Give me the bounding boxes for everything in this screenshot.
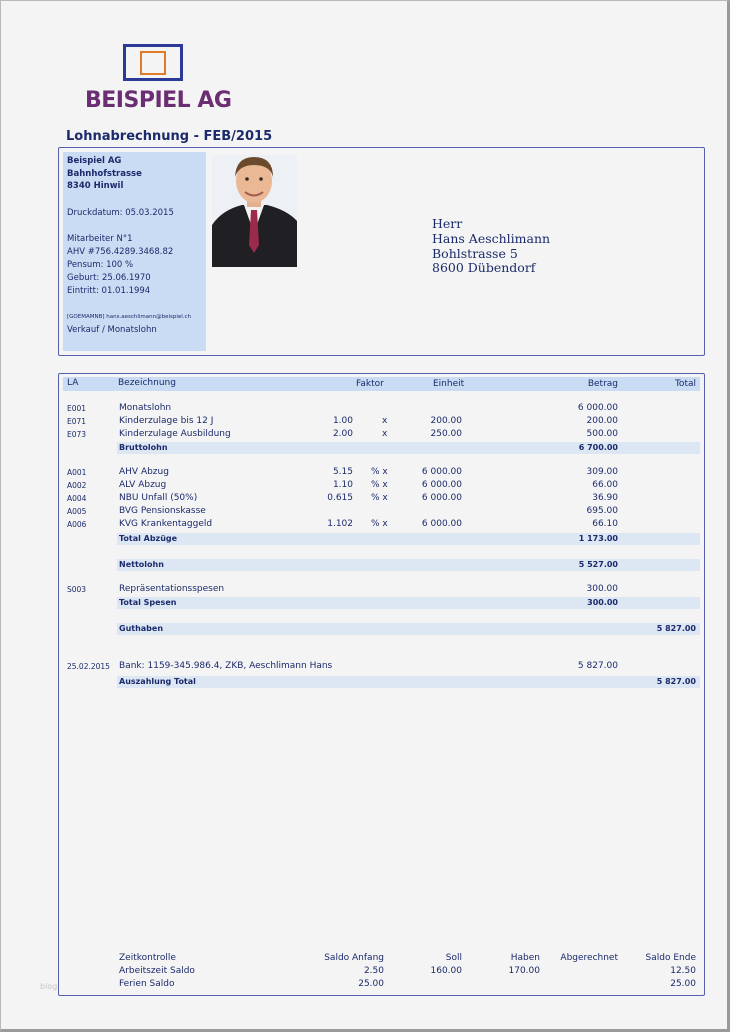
ferien-ende: 25.00 <box>670 979 696 989</box>
time-header-soll: Soll <box>445 953 462 963</box>
total-spesen-label: Total Spesen <box>119 598 177 607</box>
col-header-betrag: Betrag <box>587 379 618 389</box>
row-faktor: 5.15 <box>332 467 353 477</box>
row-einheit: 200.00 <box>430 416 462 426</box>
nettolohn-value: 5 527.00 <box>578 560 618 569</box>
row-einheit: 6 000.00 <box>421 480 462 490</box>
arbeitszeit-label: Arbeitszeit Saldo <box>119 966 195 976</box>
recipient-name: Hans Aeschlimann <box>432 231 551 246</box>
row-faktor: 2.00 <box>332 429 353 439</box>
col-header-total: Total <box>674 379 696 389</box>
row-einheit: 6 000.00 <box>421 493 462 503</box>
row-betrag: 300.00 <box>586 584 618 594</box>
row-faktor: 1.10 <box>332 480 353 490</box>
bruttolohn-label: Bruttolohn <box>119 443 168 452</box>
col-header-bezeichnung: Bezeichnung <box>118 378 176 388</box>
row-betrag: 6 000.00 <box>577 403 618 413</box>
row-text: Monatslohn <box>119 403 172 413</box>
row-betrag: 309.00 <box>586 467 618 477</box>
row-text: Repräsentationsspesen <box>119 584 225 594</box>
row-einheit: 6 000.00 <box>421 467 462 477</box>
company-street: Bahnhofstrasse <box>67 169 142 179</box>
row-einheit: 250.00 <box>430 429 462 439</box>
row-operator: % x <box>371 467 388 477</box>
row-la: A004 <box>67 494 87 503</box>
row-faktor: 0.615 <box>327 493 353 503</box>
band-guthaben <box>117 623 700 635</box>
payment-date: 25.02.2015 <box>67 662 110 671</box>
row-la: E001 <box>67 404 87 413</box>
arbeitszeit-ende: 12.50 <box>670 966 696 976</box>
employee-photo <box>212 155 297 267</box>
row-operator: % x <box>371 519 388 529</box>
bruttolohn-value: 6 700.00 <box>578 443 618 452</box>
row-la: A001 <box>67 468 87 477</box>
row-text: Kinderzulage Ausbildung <box>119 429 231 439</box>
row-einheit: 6 000.00 <box>421 519 462 529</box>
row-la: A006 <box>67 520 87 529</box>
arbeitszeit-anfang: 2.50 <box>363 966 384 976</box>
birth-date: Geburt: 25.06.1970 <box>67 273 151 283</box>
arbeitszeit-haben: 170.00 <box>508 966 540 976</box>
row-faktor: 1.00 <box>332 416 353 426</box>
ferien-label: Ferien Saldo <box>119 979 175 989</box>
arbeitszeit-soll: 160.00 <box>430 966 462 976</box>
total-abzuege-label: Total Abzüge <box>119 534 178 543</box>
guthaben-value: 5 827.00 <box>656 624 696 633</box>
row-text: KVG Krankentaggeld <box>119 519 213 529</box>
row-la: E073 <box>67 430 87 439</box>
row-betrag: 695.00 <box>586 506 618 516</box>
row-betrag: 200.00 <box>586 416 618 426</box>
pensum: Pensum: 100 % <box>67 260 134 270</box>
time-header-abgerechnet: Abgerechnet <box>560 953 618 963</box>
document-title: Lohnabrechnung - FEB/2015 <box>66 129 273 144</box>
row-la: A002 <box>67 481 87 490</box>
row-betrag: 36.90 <box>592 493 618 503</box>
row-la: A005 <box>67 507 87 516</box>
nettolohn-label: Nettolohn <box>119 560 164 569</box>
row-text: BVG Pensionskasse <box>119 506 206 516</box>
recipient-salutation: Herr <box>432 216 463 231</box>
logo-mark-inner <box>140 51 166 75</box>
row-operator: % x <box>371 493 388 503</box>
row-text: AHV Abzug <box>119 467 169 477</box>
row-text: ALV Abzug <box>119 480 167 490</box>
time-header-saldo-anfang: Saldo Anfang <box>324 953 384 963</box>
row-betrag: 66.00 <box>592 480 618 490</box>
print-date: Druckdatum: 05.03.2015 <box>67 208 174 218</box>
guthaben-label: Guthaben <box>119 624 164 633</box>
row-operator: % x <box>371 480 388 490</box>
entry-date: Eintritt: 01.01.1994 <box>67 286 151 296</box>
col-header-faktor: Faktor <box>356 379 384 389</box>
total-abzuege-value: 1 173.00 <box>578 534 618 543</box>
time-header-haben: Haben <box>510 953 540 963</box>
row-faktor: 1.102 <box>327 519 353 529</box>
row-la: S003 <box>67 585 87 594</box>
row-betrag: 500.00 <box>586 429 618 439</box>
band-auszahlung <box>117 676 700 688</box>
recipient-city: 8600 Dübendorf <box>432 260 536 275</box>
col-header-einheit: Einheit <box>433 379 465 389</box>
company-name: Beispiel AG <box>67 156 122 166</box>
bank-text: Bank: 1159-345.986.4, ZKB, Aeschlimann Hans <box>119 661 333 671</box>
ferien-anfang: 25.00 <box>358 979 384 989</box>
row-operator: x <box>382 416 388 426</box>
company-city: 8340 Hinwil <box>67 181 124 191</box>
row-operator: x <box>382 429 388 439</box>
col-header-la: LA <box>67 378 79 388</box>
watermark-text: blog <box>40 982 58 991</box>
auszahlung-label: Auszahlung Total <box>119 677 196 686</box>
row-la: E071 <box>67 417 87 426</box>
department: Verkauf / Monatslohn <box>67 325 157 335</box>
row-betrag: 66.10 <box>592 519 618 529</box>
ahv-number: AHV #756.4289.3468.82 <box>67 247 174 257</box>
bank-betrag: 5 827.00 <box>577 661 618 671</box>
time-header-zeitkontrolle: Zeitkontrolle <box>119 953 176 963</box>
time-header-saldo-ende: Saldo Ende <box>645 953 696 963</box>
recipient-street: Bohlstrasse 5 <box>432 246 518 261</box>
employee-email: [GOEMAMNB] hans.aeschlimann@beispiel.ch <box>67 314 192 320</box>
row-text: NBU Unfall (50%) <box>119 493 198 503</box>
employee-number: Mitarbeiter N°1 <box>67 234 133 244</box>
company-logo-text: BEISPIEL AG <box>85 88 232 113</box>
auszahlung-value: 5 827.00 <box>656 677 696 686</box>
row-text: Kinderzulage bis 12 J <box>119 416 214 426</box>
total-spesen-value: 300.00 <box>587 598 618 607</box>
